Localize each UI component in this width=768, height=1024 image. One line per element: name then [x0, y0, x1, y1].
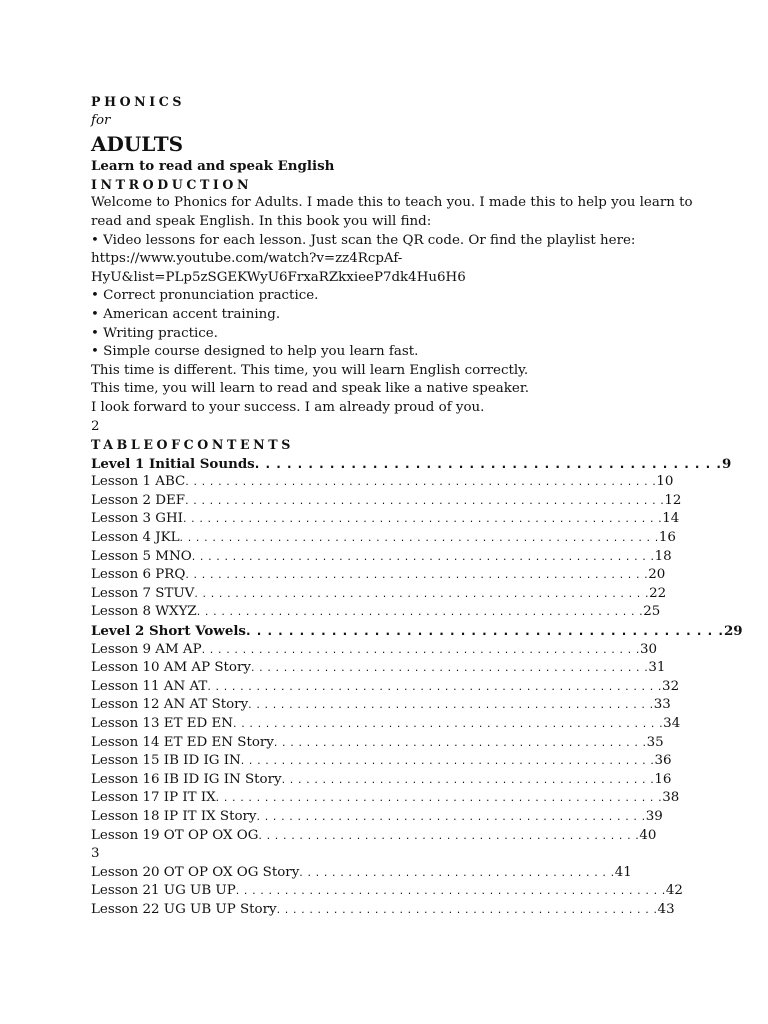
- toc-entry-title: Lesson 15 IB ID IG IN: [91, 753, 241, 769]
- toc-page-number: 38: [662, 790, 680, 806]
- toc-page-number: 14: [662, 511, 680, 527]
- intro-line: • Simple course designed to help you learn fast.: [91, 344, 419, 360]
- toc-lesson-entry[interactable]: [91, 603, 691, 622]
- toc-dot-leader: . . . . . . . . . . . . . . . . . . . . . . . . . . . . . . . . . . . . . . . . . . . . . .: [281, 772, 655, 786]
- toc-entry-title: Lesson 16 IB ID IG IN Story: [91, 771, 282, 787]
- playlist-link[interactable]: https://www.youtube.com/watch?v=zz4RcpAf-: [91, 251, 403, 267]
- toc-page-number: 36: [654, 753, 672, 769]
- toc-page-number: 33: [653, 697, 671, 713]
- toc-lesson-entry[interactable]: [91, 901, 691, 920]
- toc-lesson-entry[interactable]: [91, 510, 691, 529]
- toc-dot-leader: . . . . . . . . . . . . . . . . . . . . . . . . . . . . . . . . . . . . . . . . . . . . . . . . . . . . . .: [201, 642, 640, 656]
- toc-dot-leader: . . . . . . . . . . . . . . . . . . . . . . . . . . . . . . . . . . . . . . .: [299, 865, 615, 879]
- toc-list: [91, 864, 691, 920]
- intro-line: • Writing practice.: [91, 325, 218, 341]
- document-page: [91, 93, 743, 920]
- toc-page-number: 43: [657, 901, 675, 917]
- toc-dot-leader: . . . . . . . . . . . . . . . . . . . . . . . . . . . . . . . . . . . . . . . . . . . . . . . .: [256, 809, 646, 823]
- toc-dot-leader: . . . . . . . . . . . . . . . . . . . . . . . . . . . . . . . . . . . . . . . . . . . . . . . . . . .: [240, 754, 655, 768]
- toc-entry-title: Level 2 Short Vowels: [91, 623, 246, 640]
- toc-lesson-entry[interactable]: [91, 734, 691, 753]
- intro-line: • Video lessons for each lesson. Just scan the QR code. Or find the playlist here:: [91, 232, 636, 248]
- toc-lesson-entry[interactable]: [91, 641, 691, 660]
- toc-level-entry[interactable]: [91, 622, 743, 641]
- toc-page-number: 42: [665, 883, 683, 899]
- toc-page-number: 31: [648, 660, 666, 676]
- toc-list: [91, 455, 743, 845]
- toc-lesson-entry[interactable]: [91, 752, 691, 771]
- toc-dot-leader: . . . . . . . . . . . . . . . . . . . . . . . . . . . . . . . . . . . . . . . . . . . . . . . . . . . . . . . . . . .: [179, 531, 659, 545]
- toc-entry-title: Lesson 7 STUV: [91, 585, 195, 601]
- toc-page-number: 34: [663, 716, 681, 731]
- toc-lesson-entry[interactable]: [91, 827, 691, 846]
- toc-lesson-entry[interactable]: [91, 696, 691, 715]
- toc-lesson-entry[interactable]: [91, 789, 691, 808]
- toc-lesson-entry[interactable]: [91, 492, 691, 511]
- toc-dot-leader: . . . . . . . . . . . . . . . . . . . . . . . . . . . . . . . . . . . . . . . . . . . . . . . . . . . . . . . . . . .: [182, 512, 663, 526]
- toc-dot-leader: . . . . . . . . . . . . . . . . . . . . . . . . . . . . . . . . . . . . . . . . . . . . . . . . . . . . . . . .: [194, 586, 650, 600]
- page-number: 2: [91, 418, 100, 434]
- toc-page-number: 40: [639, 827, 657, 843]
- title-for: for: [91, 112, 111, 128]
- title-adults: ADULTS: [91, 132, 184, 157]
- toc-lesson-entry[interactable]: [91, 882, 691, 901]
- toc-lesson-entry[interactable]: [91, 585, 691, 604]
- subtitle: Learn to read and speak English: [91, 158, 335, 175]
- page-number: 3: [91, 846, 100, 862]
- toc-entry-title: Level 1 Initial Sounds: [91, 455, 255, 472]
- toc-entry-title: Lesson 2 DEF: [91, 492, 186, 508]
- toc-dot-leader: . . . . . . . . . . . . . . . . . . . . . . . . . . . . . . . . . . . . . . . . . . . . . .: [273, 735, 647, 749]
- toc-entry-title: Lesson 5 MNO: [91, 548, 192, 564]
- toc-page-number: 20: [648, 567, 666, 583]
- toc-entry-title: Lesson 22 UG UB UP Story: [91, 901, 277, 917]
- title-phonics: PHONICS: [91, 94, 186, 109]
- toc-page-number: 16: [654, 771, 672, 787]
- toc-dot-leader: . . . . . . . . . . . . . . . . . . . . . . . . . . . . . . . . . . . . . . . . . . . . . . .: [276, 902, 658, 916]
- toc-page-number: 30: [639, 641, 657, 657]
- toc-dot-leader: . . . . . . . . . . . . . . . . . . . . . . . . . . . . . . . . . . . . . . . . . . . . . . . . . . . . . . .: [215, 791, 663, 805]
- introduction-body: [91, 194, 691, 417]
- toc-entry-title: Lesson 19 OT OP OX OG: [91, 827, 259, 843]
- toc-dot-leader: . . . . . . . . . . . . . . . . . . . . . . . . . . . . . . . . . . . . . . . . . . . . . . . . . . . . . . .: [196, 605, 644, 619]
- toc-heading: TABLEOFCONTENTS: [91, 437, 294, 453]
- toc-dot-leader: . . . . . . . . . . . . . . . . . . . . . . . . . . . . . . . . . . . . . . . . . . . . . . . . . . . . .: [233, 717, 664, 730]
- playlist-link-continued[interactable]: HyU&list=PLp5zSGEKWyU6FrxaRZkxieeP7dk4Hu6H6: [91, 269, 466, 285]
- toc-page-number: 32: [662, 678, 680, 694]
- toc-entry-title: Lesson 4 JKL: [91, 530, 180, 546]
- toc-page-number: 22: [649, 585, 667, 601]
- toc-page-number: 18: [654, 548, 672, 564]
- toc-entry-title: Lesson 13 ET ED EN: [91, 716, 234, 731]
- toc-entry-title: Lesson 6 PRQ: [91, 567, 186, 583]
- toc-page-number: 41: [614, 864, 632, 880]
- toc-dot-leader: . . . . . . . . . . . . . . . . . . . . . . . . . . . . . . . . . . . . . . . . . . . . . . . . . . . . . . . . .: [191, 549, 655, 563]
- toc-entry-title: Lesson 11 AN AT: [91, 678, 208, 694]
- intro-line: This time is different. This time, you will learn English correctly.: [91, 362, 529, 378]
- intro-line: I look forward to your success. I am already proud of you.: [91, 399, 485, 415]
- toc-lesson-entry[interactable]: [91, 529, 691, 548]
- toc-page-number: 10: [656, 474, 674, 490]
- intro-line: read and speak English. In this book you will find:: [91, 213, 432, 229]
- intro-line: Welcome to Phonics for Adults. I made this to teach you. I made this to help you learn to: [91, 195, 693, 211]
- toc-entry-title: Lesson 12 AN AT Story: [91, 697, 249, 713]
- toc-dot-leader: . . . . . . . . . . . . . . . . . . . . . . . . . . . . . . . . . . . . . . . . . . . . . . . . . .: [248, 698, 654, 712]
- toc-dot-leader: . . . . . . . . . . . . . . . . . . . . . . . . . . . . . . . . . . . . . . . . . . . . . . .: [258, 828, 640, 842]
- toc-entry-title: Lesson 18 IP IT IX Story: [91, 808, 257, 824]
- intro-line: This time, you will learn to read and speak like a native speaker.: [91, 381, 529, 397]
- toc-lesson-entry[interactable]: [91, 678, 691, 697]
- toc-dot-leader: . . . . . . . . . . . . . . . . . . . . . . . . . . . . . . . . . . . . . . . . . . . . . . . . . . . . . . . . .: [185, 568, 649, 582]
- toc-page-number: 35: [646, 734, 664, 750]
- toc-lesson-entry[interactable]: [91, 473, 691, 492]
- toc-lesson-entry[interactable]: [91, 808, 691, 827]
- toc-lesson-entry[interactable]: [91, 864, 691, 883]
- toc-page-number: 16: [658, 530, 676, 546]
- toc-lesson-entry[interactable]: [91, 659, 691, 678]
- toc-page-number: 39: [645, 808, 663, 824]
- toc-lesson-entry[interactable]: [91, 548, 691, 567]
- toc-dot-leader: . . . . . . . . . . . . . . . . . . . . . . . . . . . . . . . . . . . . . . . . . . . . . . . . . . . . . . . . . . .: [185, 493, 665, 507]
- toc-dot-leader: . . . . . . . . . . . . . . . . . . . . . . . . . . . . . . . . . . . . . . . . . . . . . . . . . . . . . . . .: [207, 679, 663, 693]
- toc-entry-title: Lesson 14 ET ED EN Story: [91, 734, 274, 750]
- toc-page-number: 9: [721, 455, 732, 472]
- introduction-heading: INTRODUCTION: [91, 176, 253, 192]
- toc-dot-leader: . . . . . . . . . . . . . . . . . . . . . . . . . . . . . . . . . . . . . . . . . . . . . . . . .: [250, 661, 649, 675]
- toc-dot-leader: . . . . . . . . . . . . . . . . . . . . . . . . . . . . . . . . . . . . . . . . . . . . . . . . . . . . . . . . . .: [185, 475, 657, 489]
- toc-lesson-entry[interactable]: [91, 566, 691, 585]
- toc-level-entry[interactable]: [91, 455, 732, 474]
- toc-entry-title: Lesson 21 UG UB UP: [91, 883, 236, 899]
- toc-entry-title: Lesson 17 IP IT IX: [91, 790, 216, 806]
- toc-dot-leader: . . . . . . . . . . . . . . . . . . . . . . . . . . . . . . . . . . . . . . . . . . . . . . . . . . . . .: [235, 884, 666, 898]
- toc-dot-leader: . . . . . . . . . . . . . . . . . . . . . . . . . . . . . . . . . . . . . . . . . . . .: [254, 456, 722, 471]
- toc-entry-title: Lesson 9 AM AP: [91, 641, 202, 657]
- toc-page-number: 25: [643, 604, 661, 620]
- toc-entry-title: Lesson 8 WXYZ: [91, 604, 197, 620]
- intro-line: • Correct pronunciation practice.: [91, 288, 319, 304]
- toc-entry-title: Lesson 20 OT OP OX OG Story: [91, 864, 300, 880]
- toc-entry-title: Lesson 1 ABC: [91, 474, 186, 490]
- intro-line: • American accent training.: [91, 306, 281, 322]
- toc-dot-leader: . . . . . . . . . . . . . . . . . . . . . . . . . . . . . . . . . . . . . . . . . . . . .: [245, 624, 724, 639]
- toc-entry-title: Lesson 3 GHI: [91, 511, 183, 527]
- toc-page-number: 29: [723, 623, 743, 640]
- toc-lesson-entry[interactable]: [91, 771, 691, 790]
- toc-entry-title: Lesson 10 AM AP Story: [91, 660, 251, 676]
- toc-page-number: 12: [664, 492, 682, 508]
- toc-lesson-entry[interactable]: [91, 715, 691, 734]
